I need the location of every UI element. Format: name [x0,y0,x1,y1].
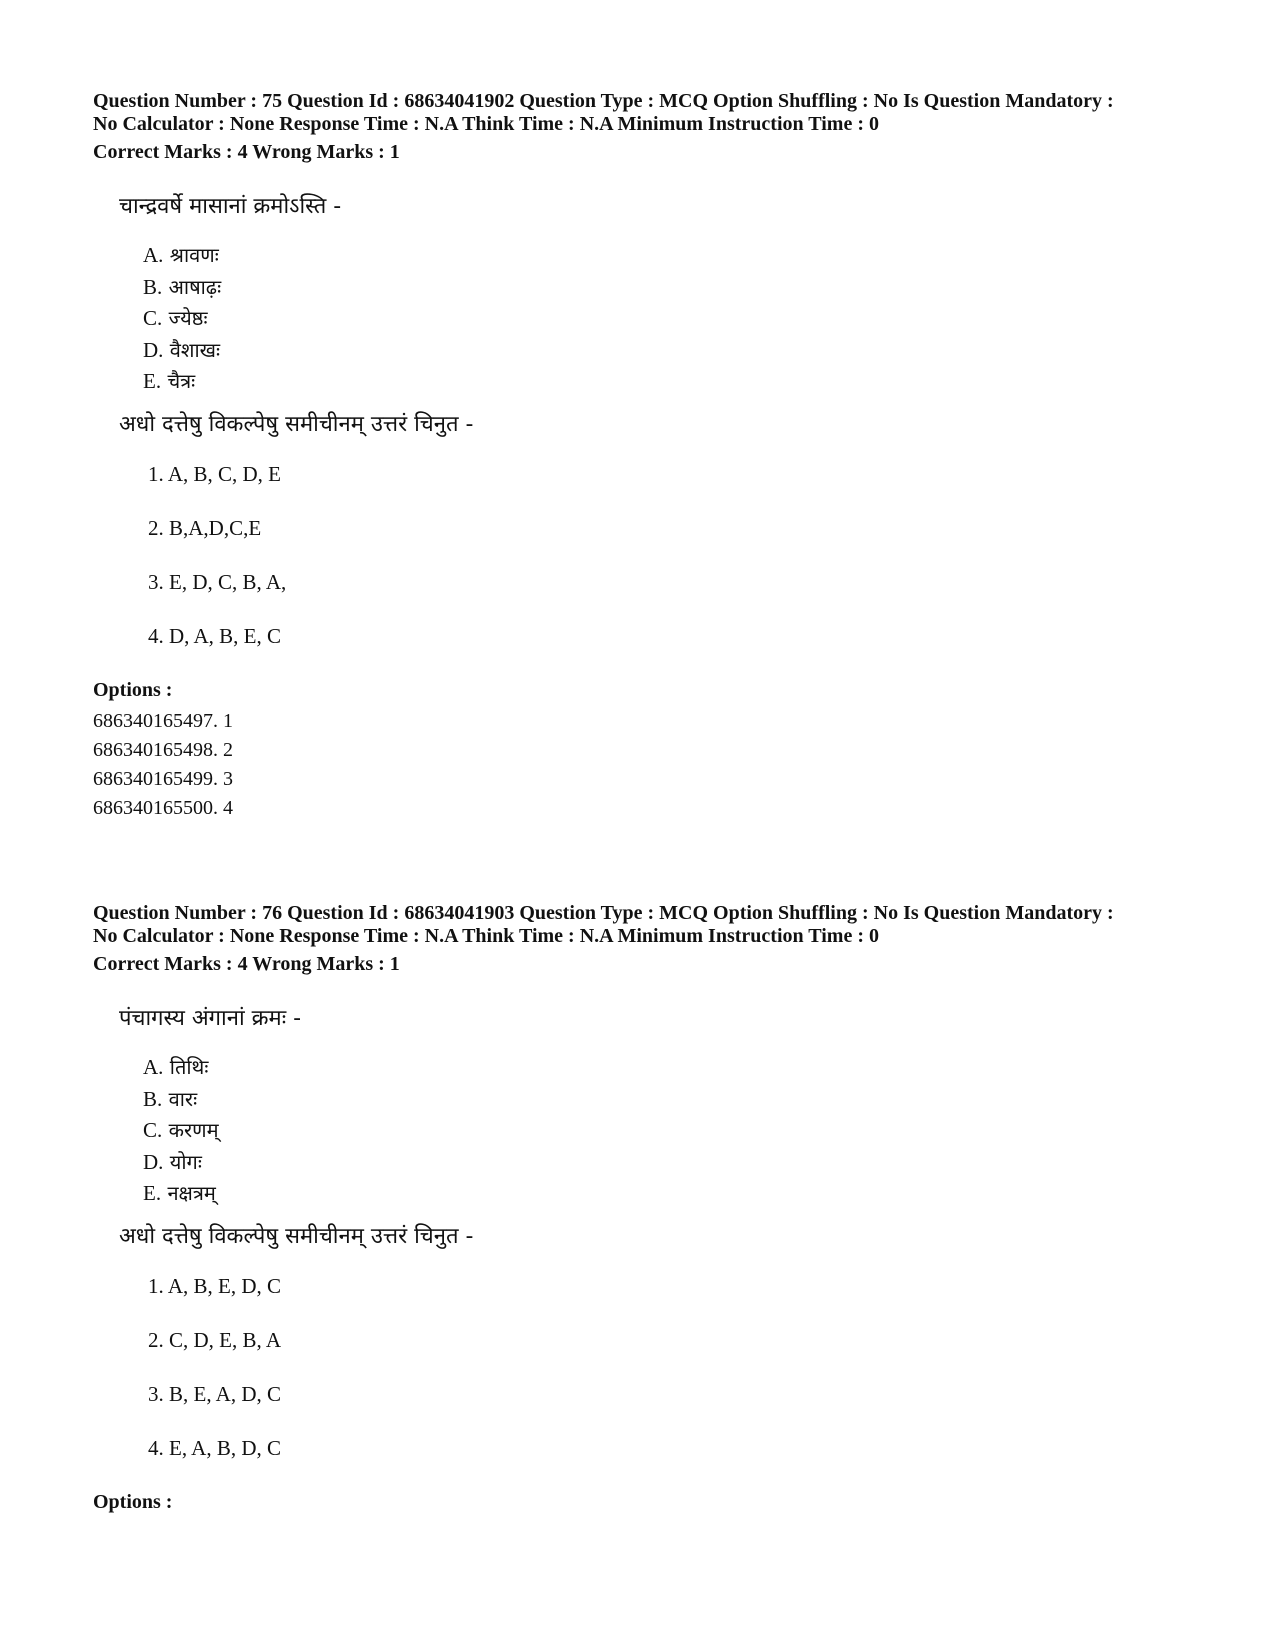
choice-list [148,462,1193,678]
list-item [143,1178,1193,1210]
item-text: श्रावणः [169,243,219,267]
item-text: करणम् [168,1118,219,1142]
item-list [143,1052,1193,1210]
list-item [143,366,1193,398]
item-label: D. [143,337,164,362]
item-label: D. [143,1149,164,1174]
item-text: नक्षत्रम् [167,1181,216,1205]
option-id: 686340165497. 1 [93,709,233,732]
list-item [143,272,1193,304]
question-stem: पंचागस्य अंगानां क्रमः - [119,1006,302,1031]
question-meta-line-1: Question Number : 76 Question Id : 68634041903 Question Type : MCQ Option Shuffling : No Is Question Mandatory : [93,902,1114,924]
list-item [143,303,1193,335]
list-item [143,335,1193,367]
list-item [143,1147,1193,1179]
item-text: चैत्रः [167,369,196,393]
choice-item: 4. D, A, B, E, C [148,623,282,648]
options-list [93,707,1193,823]
options-heading: Options : [93,678,173,701]
choice-item: 1. A, B, C, D, E [148,461,282,486]
item-list [143,240,1193,398]
question-marks: Correct Marks : 4 Wrong Marks : 1 [93,953,400,975]
item-label: C. [143,1118,163,1142]
question-75 [93,90,1193,823]
option-id: 686340165500. 4 [93,796,233,819]
question-meta-line-2: No Calculator : None Response Time : N.A Think Time : N.A Minimum Instruction Time : 0 [93,113,879,135]
item-text: वारः [168,1086,198,1111]
question-instruction: अधो दत्तेषु विकल्पेषु समीचीनम् उत्तरं चिनुत - [119,411,474,437]
item-label: E. [143,1181,162,1205]
choice-item: 1. A, B, E, D, C [148,1273,282,1298]
item-text: तिथिः [169,1055,209,1079]
item-label: E. [143,369,162,393]
option-id: 686340165498. 2 [93,738,233,761]
options-heading: Options : [93,1490,173,1513]
choice-list [148,1274,1193,1490]
item-label: A. [143,1055,164,1079]
question-meta-line-2: No Calculator : None Response Time : N.A Think Time : N.A Minimum Instruction Time : 0 [93,925,879,947]
question-meta-line-1: Question Number : 75 Question Id : 68634041902 Question Type : MCQ Option Shuffling : No Is Question Mandatory : [93,90,1114,112]
list-item [143,1084,1193,1116]
choice-item: 2. B,A,D,C,E [148,515,262,540]
question-76 [93,902,1193,1514]
list-item [143,1115,1193,1147]
list-item [143,240,1193,272]
item-text: आषाढ़ः [168,274,222,299]
item-text: योगः [169,1149,202,1174]
item-label: B. [143,274,163,299]
item-text: वैशाखः [169,337,221,362]
item-label: A. [143,243,164,267]
question-stem: चान्द्रवर्षे मासानां क्रमोऽस्ति - [119,194,342,219]
item-text: ज्येष्ठः [168,306,208,330]
question-instruction: अधो दत्तेषु विकल्पेषु समीचीनम् उत्तरं चिनुत - [119,1223,474,1249]
choice-item: 3. E, D, C, B, A, [148,569,287,594]
list-item [143,1052,1193,1084]
item-label: B. [143,1086,163,1111]
choice-item: 2. C, D, E, B, A [148,1327,282,1352]
choice-item: 3. B, E, A, D, C [148,1381,282,1406]
choice-item: 4. E, A, B, D, C [148,1435,282,1460]
item-label: C. [143,306,163,330]
option-id: 686340165499. 3 [93,767,233,790]
question-marks: Correct Marks : 4 Wrong Marks : 1 [93,141,400,163]
